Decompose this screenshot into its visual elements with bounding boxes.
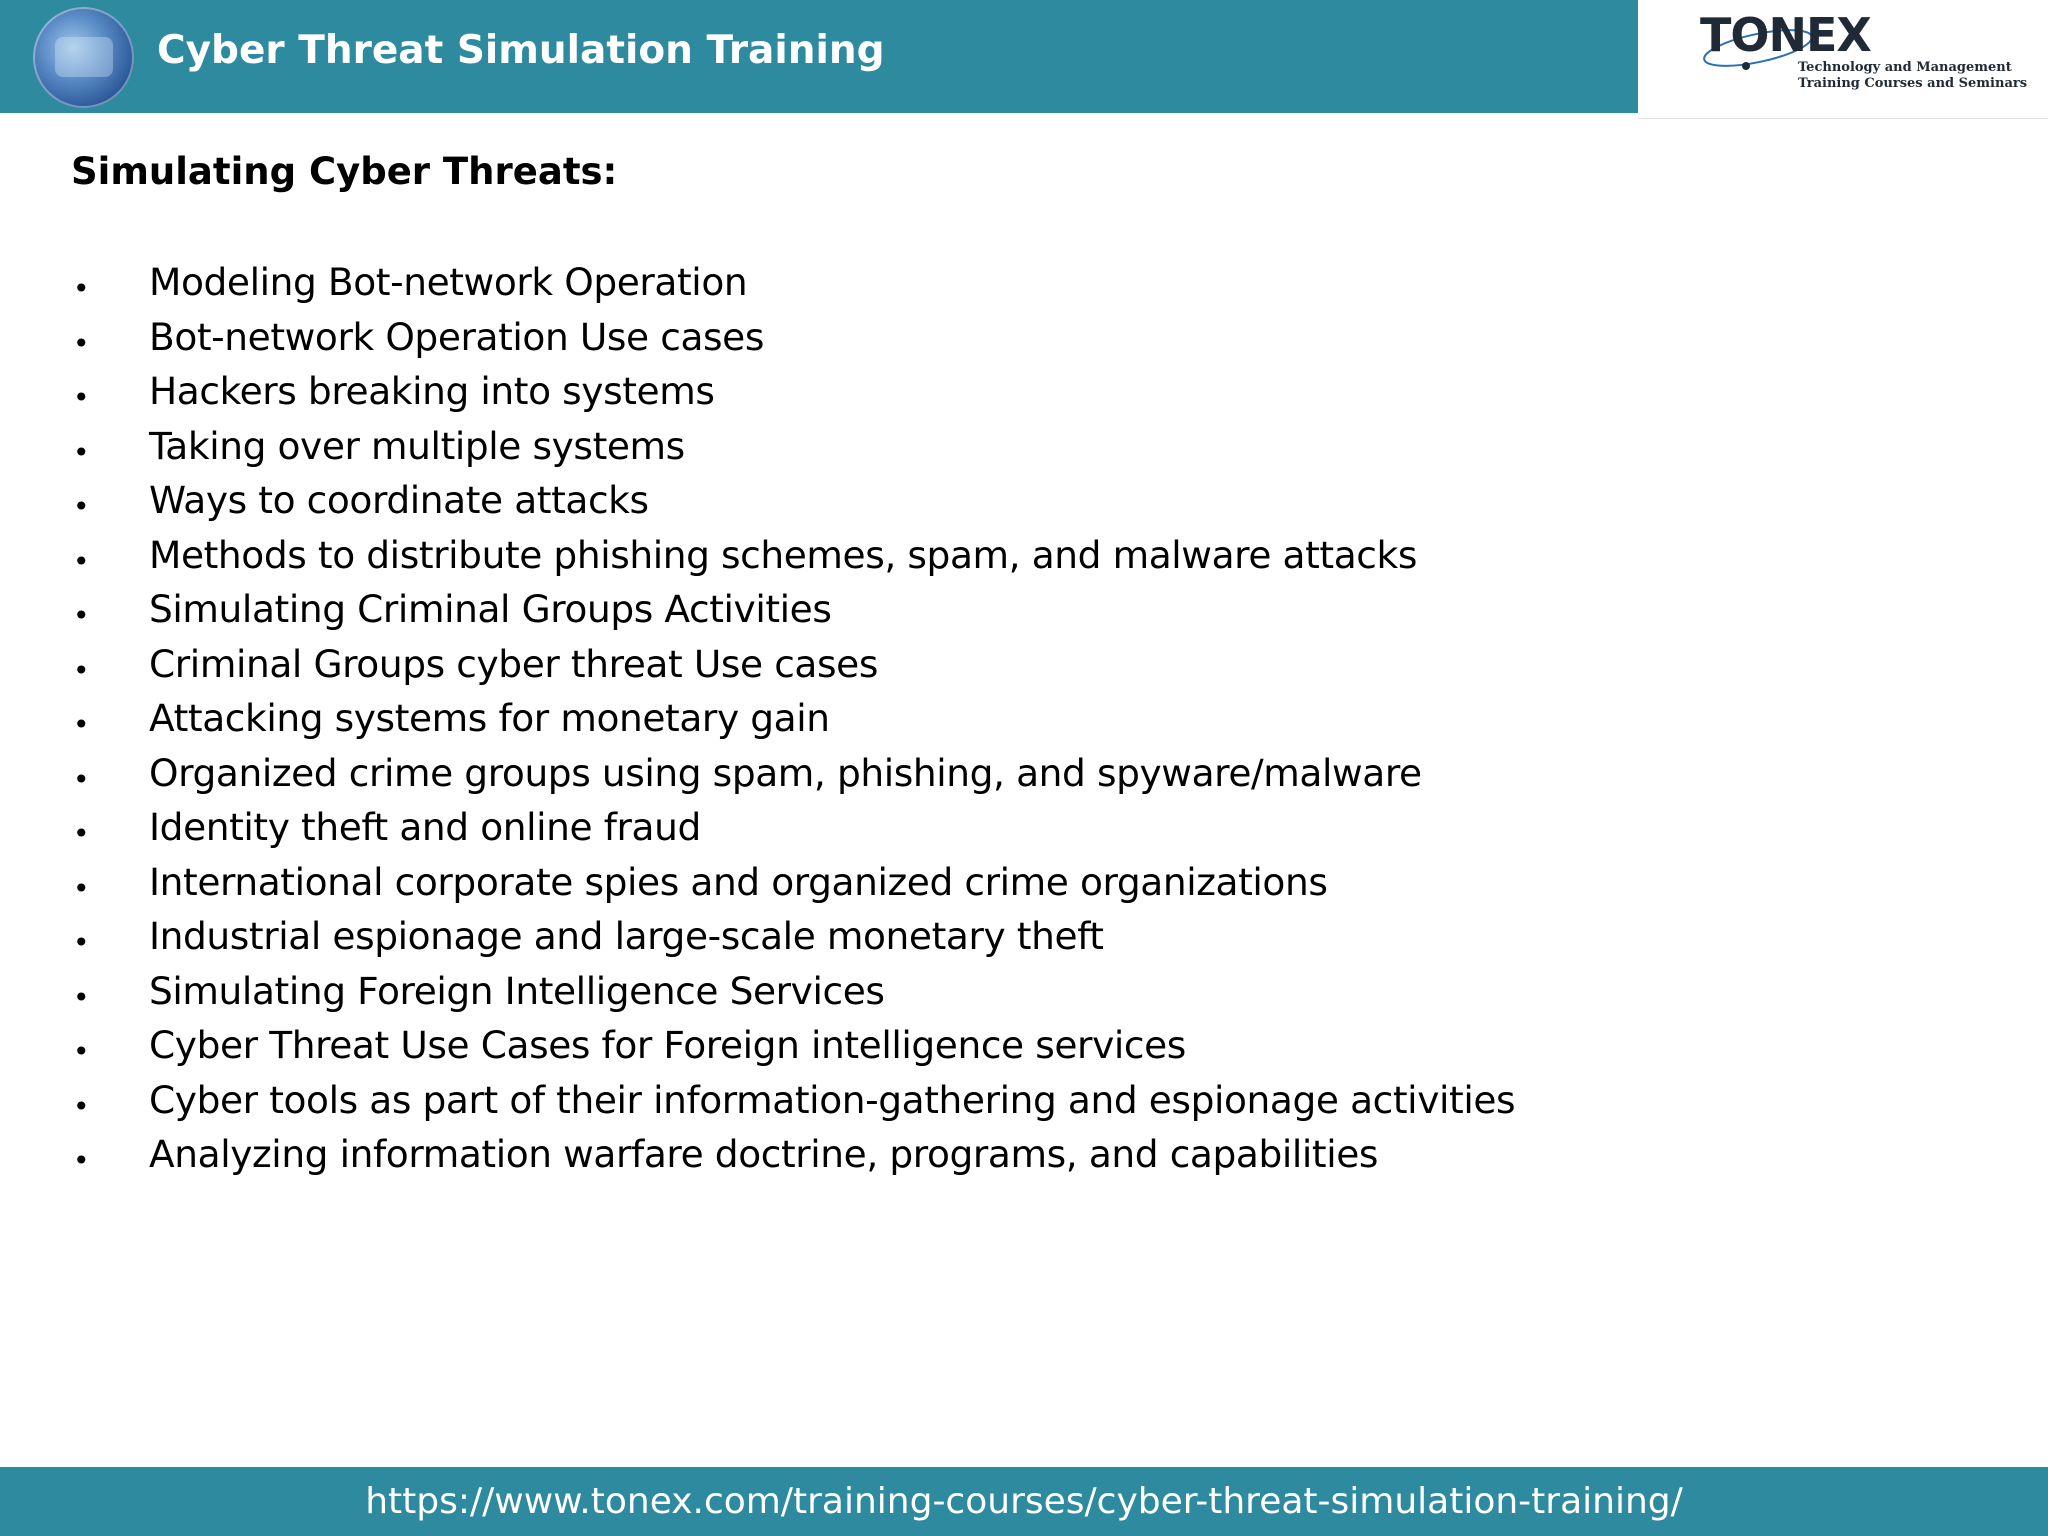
- bullet-dot-icon: •: [73, 817, 90, 850]
- bullet-dot-icon: •: [73, 381, 90, 414]
- bullet-text: Bot-network Operation Use cases: [149, 314, 764, 359]
- bullet-dot-icon: •: [73, 1035, 90, 1068]
- bullet-dot-icon: •: [73, 1144, 90, 1177]
- tonex-logo: [1638, 0, 2048, 119]
- bullet-dot-icon: •: [73, 490, 90, 523]
- bullet-text: Attacking systems for monetary gain: [149, 696, 830, 740]
- bullet-text: Criminal Groups cyber threat Use cases: [149, 641, 878, 686]
- logo-tagline-2: Training Courses and Seminars: [1798, 76, 2028, 91]
- bullet-dot-icon: •: [73, 980, 90, 1014]
- bullet-text: Simulating Foreign Intelligence Services: [149, 968, 885, 1013]
- bullet-dot-icon: •: [73, 871, 90, 905]
- bullet-dot-icon: •: [73, 1089, 90, 1123]
- bullet-dot-icon: •: [73, 544, 90, 578]
- cyber-globe-icon: [33, 7, 134, 108]
- section-heading: Simulating Cyber Threats:: [71, 150, 618, 193]
- header-bar: [0, 0, 1638, 113]
- footer-url-link[interactable]: https://www.tonex.com/training-courses/cyber-threat-simulation-training/: [365, 1481, 1683, 1522]
- bullet-dot-icon: •: [73, 435, 90, 469]
- bullet-text: Ways to coordinate attacks: [149, 478, 649, 522]
- bullet-text: Methods to distribute phishing schemes, spam, and malware attacks: [149, 532, 1417, 577]
- bullet-dot-icon: •: [73, 326, 90, 360]
- bullet-text: International corporate spies and organized crime organizations: [149, 859, 1328, 904]
- bullet-text: Simulating Criminal Groups Activities: [149, 587, 832, 631]
- bullet-text: Hackers breaking into systems: [149, 369, 715, 413]
- bullet-text: Identity theft and online fraud: [149, 805, 701, 849]
- bullet-dot-icon: •: [73, 708, 90, 741]
- bullet-text: Cyber tools as part of their information-gathering and espionage activities: [149, 1077, 1516, 1122]
- bullet-text: Analyzing information warfare doctrine, programs, and capabilities: [149, 1132, 1379, 1176]
- bullet-text: Modeling Bot-network Operation: [149, 260, 748, 304]
- bullet-text: Organized crime groups using spam, phishing, and spyware/malware: [149, 750, 1422, 795]
- bullet-dot-icon: •: [73, 272, 90, 305]
- footer-bar: [0, 1467, 2048, 1536]
- bullet-dot-icon: •: [73, 926, 90, 959]
- logo-tagline-1: Technology and Management: [1798, 60, 2012, 75]
- page-title: Cyber Threat Simulation Training: [157, 28, 885, 73]
- bullet-text: Taking over multiple systems: [149, 423, 685, 468]
- bullet-dot-icon: •: [73, 653, 90, 687]
- logo-wordmark: TONEX: [1700, 8, 1871, 62]
- bullet-text: Cyber Threat Use Cases for Foreign intelligence services: [149, 1023, 1186, 1067]
- bullet-dot-icon: •: [73, 599, 90, 632]
- bullet-dot-icon: •: [73, 762, 90, 796]
- bullet-text: Industrial espionage and large-scale monetary theft: [149, 914, 1104, 958]
